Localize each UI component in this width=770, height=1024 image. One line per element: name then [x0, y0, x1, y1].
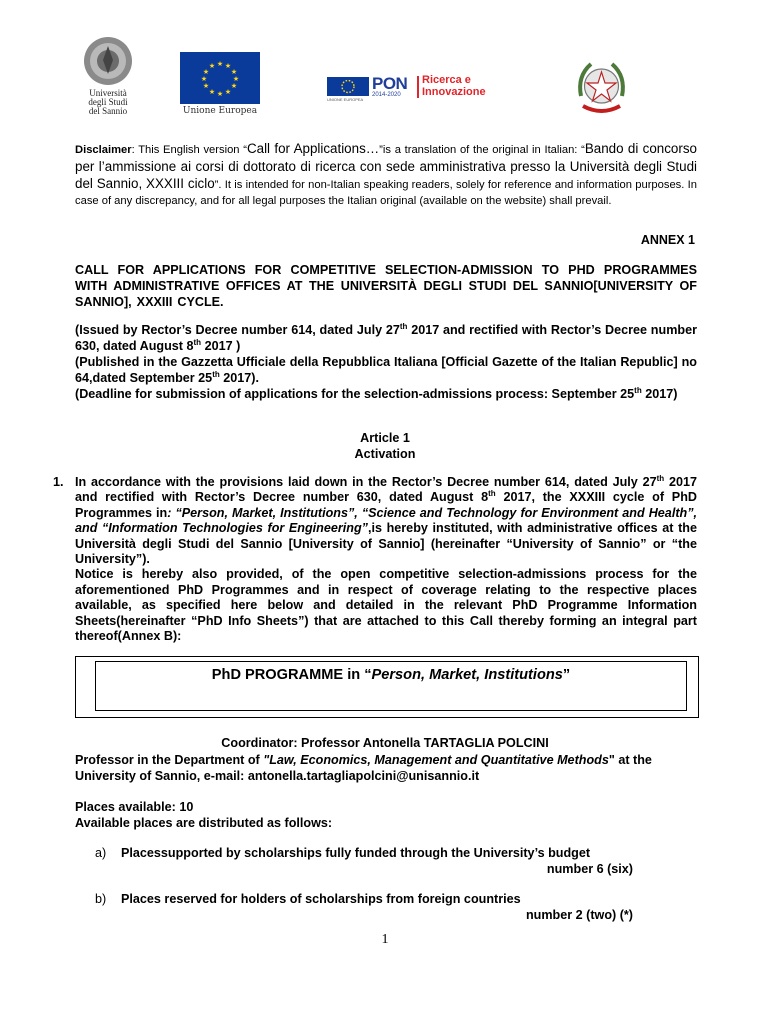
page-number: 1 — [381, 932, 389, 947]
svg-text:★: ★ — [230, 68, 238, 76]
svg-text:★: ★ — [224, 62, 232, 70]
article-heading — [75, 430, 695, 462]
pon-flag-caption: UNIONE EUROPEA — [327, 97, 364, 102]
places-distribution: Available places are distributed as follows: — [75, 816, 333, 830]
svg-text:★: ★ — [216, 90, 224, 98]
item-text: Placessupported by scholarships fully funded through the University’s budget — [121, 846, 591, 860]
article-paragraph: In accordance with the provisions laid down in the Rector’s Decree number 614, dated July 27th 2017 and rectified with Rector’s Decree number 630, dated August 8th 2017, the XXXIII cycle of PhD Programmes in: “Person, Market, Institutions”, “Science and Technology for Environment and Health”, and “Information Technologies for Engineering”,is hereby instituted, with administrative offices at the Università degli Studi del Sannio [University of Sannio] (hereinafter “University of Sannio” or “the University”). Notice is hereby also provided, of the open competitive selection-admissions process for the aforementioned PhD Programmes and in respect of coverage relating to the respective places available, as specified here below and detailed in the relevant PhD Programme Information Sheets(hereinafter “PhD Info Sheets”) that are attached to this Call thereby forming an integral part thereof(Annex B): — [75, 473, 697, 644]
programme-title: PhD PROGRAMME in “Person, Market, Institutions” — [211, 667, 571, 683]
italian-republic-emblem — [573, 56, 630, 122]
places-summary — [75, 799, 697, 831]
svg-text:del Sannio: del Sannio — [88, 106, 128, 116]
svg-text:★: ★ — [200, 75, 208, 83]
article-title: Article 1 — [360, 431, 410, 445]
item-label: b) — [95, 892, 107, 906]
svg-text:★: ★ — [230, 82, 238, 90]
coordinator-title: Coordinator: Professor Antonella TARTAGLIA POLCINI — [221, 736, 549, 750]
svg-text:★: ★ — [208, 88, 216, 96]
item-number: number 6 (six) — [546, 862, 633, 876]
pon-divider — [417, 76, 419, 98]
svg-text:★: ★ — [216, 60, 224, 68]
pon-eu-flag-icon — [327, 77, 369, 96]
svg-text:★: ★ — [202, 82, 210, 90]
pon-text: Ricerca e Innovazione — [422, 74, 486, 98]
svg-text:★: ★ — [208, 62, 216, 70]
issued-notice: (Issued by Rector’s Decree number 614, dated July 27th 2017 and rectified with Rector’s Decree number 630, dated August 8th 2017 ) (Published in the Gazzetta Ufficiale della Repubblica Italiana [Official Gazette of the Italian Republic] no 64,dated September 25th 2017). (Deadline for submission of applications for the selection-admissions process: September 25th 2017) — [75, 321, 697, 401]
call-title: CALL FOR APPLICATIONS FOR COMPETITIVE SELECTION-ADMISSION TO PHD PROGRAMMES WITH ADMINISTRATIVE OFFICES AT THE UNIVERSITÀ DEGLI STUDI DEL SANNIO[UNIVERSITY OF SANNIO], XXXIII CYCLE. — [75, 263, 697, 309]
eu-logo — [180, 52, 260, 117]
item-label: a) — [95, 846, 107, 860]
svg-text:degli Studi: degli Studi — [88, 97, 128, 107]
pon-word: PON — [372, 74, 408, 93]
svg-text:★: ★ — [224, 88, 232, 96]
paragraph-number: 1. — [53, 475, 64, 489]
item-number: number 2 (two) (*) — [525, 908, 633, 922]
eu-flag-icon — [180, 52, 260, 104]
disclaimer-label: Disclaimer — [75, 144, 132, 156]
svg-text:★: ★ — [232, 75, 240, 83]
pon-logo — [327, 74, 511, 102]
item-text: Places reserved for holders of scholarships from foreign countries — [121, 892, 521, 906]
svg-text:Università: Università — [89, 88, 127, 98]
annex-heading: ANNEX 1 — [640, 233, 695, 247]
eu-label: Unione Europea — [182, 106, 258, 116]
notice-text: Notice is hereby also provided, of the open competitive selection-admissions process for the aforementioned PhD Programmes and in respect of coverage relating to the respective places available, as specified here below and detailed in the relevant PhD Programme Information Sheets(hereinafter “PhD Info Sheets”) that are attached to this Call thereby forming an integral part thereof(Annex B): — [75, 567, 697, 644]
university-logo — [77, 36, 139, 118]
places-available: Places available: 10 — [75, 800, 194, 814]
coordinator-details: Professor in the Department of "Law, Economics, Management and Quantitative Methods" at the University of Sannio, e-mail: antonella.tartagliapolcini@unisannio.it — [75, 753, 652, 783]
pon-years: 2014-2020 — [372, 92, 401, 98]
article-subtitle: Activation — [354, 447, 416, 461]
disclaimer-paragraph: Disclaimer: This English version “Call for Applications…”is a translation of the original in Italian: “Bando di concorso per l’ammissione ai corsi di dottorato di ricerca con sede amministrativa presso la Università degli Studi del Sannio, XXXIII ciclo”. It is intended for non-Italian speaking readers, solely for reference and information purposes. In case of any discrepancy, and for all legal purposes the Italian original (available on the website) shall prevail. — [75, 141, 697, 207]
svg-text:★: ★ — [202, 68, 210, 76]
